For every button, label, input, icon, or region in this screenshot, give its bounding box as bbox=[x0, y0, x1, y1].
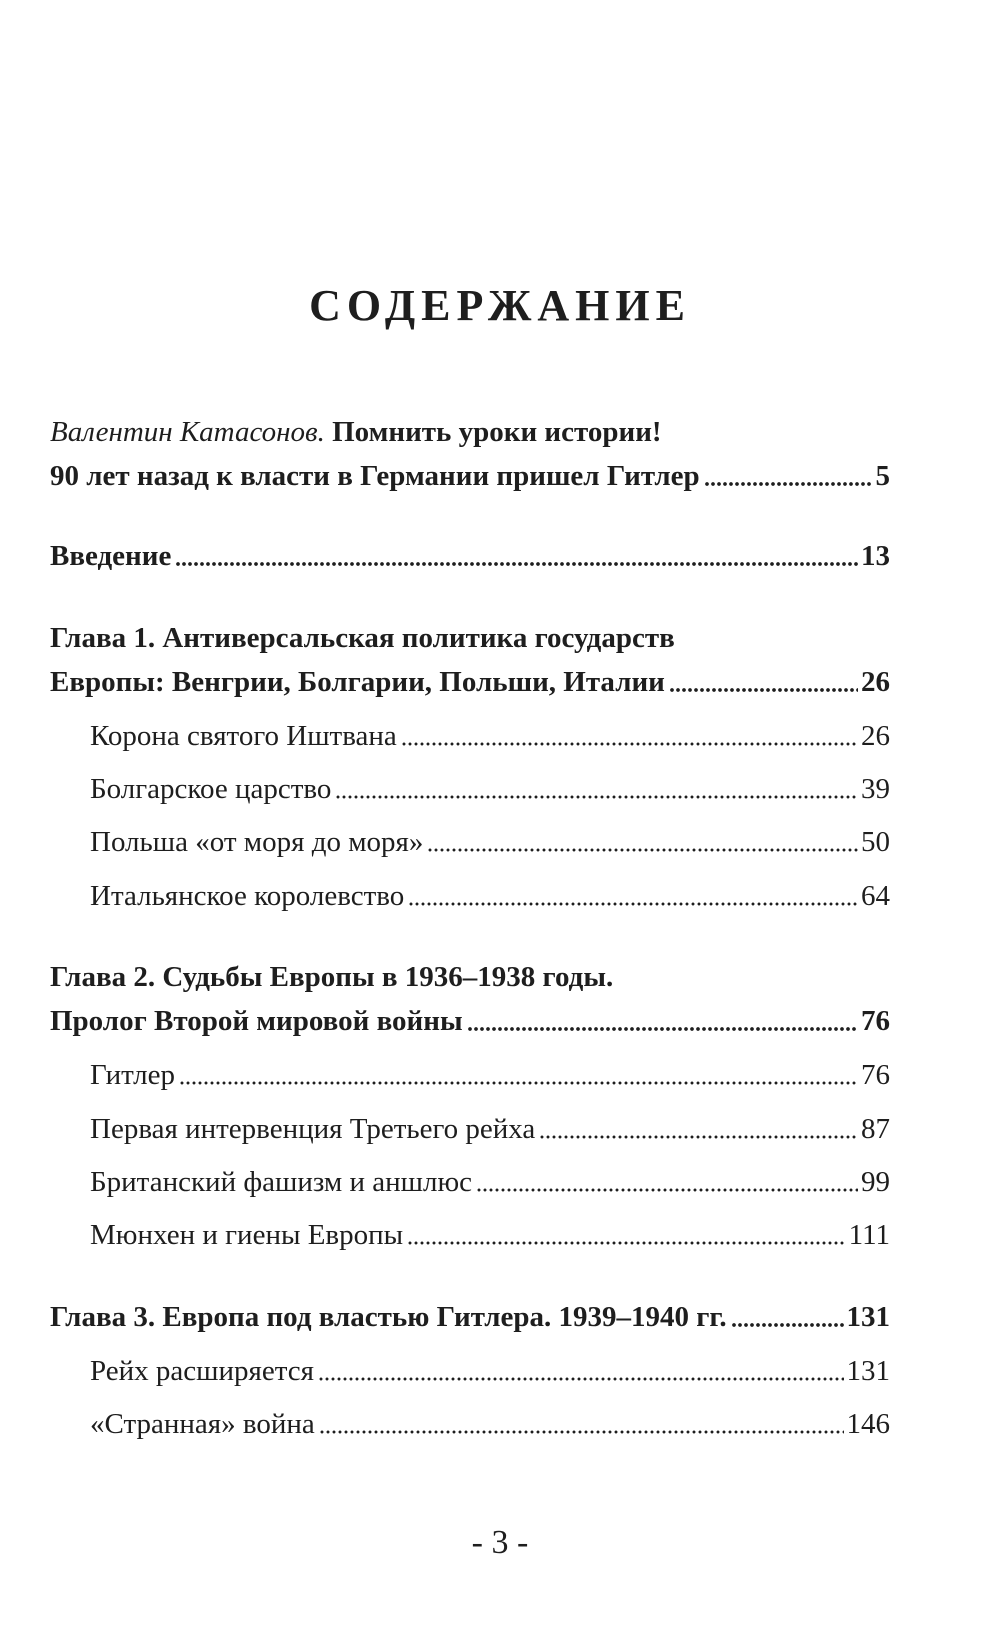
toc-entry-introduction bbox=[50, 536, 890, 576]
toc-entry-section bbox=[90, 1162, 890, 1202]
toc-entry-section bbox=[90, 1055, 890, 1095]
toc-entry-intro bbox=[50, 456, 890, 496]
toc-entry-section bbox=[90, 1351, 890, 1391]
chapter1-title-text2: Европы: Венгрии, Болгарии, Польши, Италии bbox=[50, 666, 665, 698]
toc-entry-section bbox=[90, 769, 890, 809]
chapter1-title-line1 bbox=[50, 618, 890, 658]
toc-entry-chapter2 bbox=[50, 1001, 890, 1041]
dot-leader bbox=[476, 1188, 858, 1192]
toc-entry-section bbox=[90, 876, 890, 916]
dot-leader bbox=[175, 562, 858, 566]
chapter2-title-text2: Пролог Второй мировой войны bbox=[50, 1005, 463, 1037]
chapter2-title-line1 bbox=[50, 957, 890, 997]
page-number: 5 bbox=[875, 460, 890, 492]
toc-entry-section bbox=[90, 1404, 890, 1444]
page-number: 87 bbox=[861, 1113, 890, 1145]
section-title: Рейх расширяется bbox=[90, 1355, 314, 1387]
section-title: «Странная» война bbox=[90, 1408, 315, 1440]
page-number: 146 bbox=[846, 1408, 890, 1440]
dot-leader bbox=[319, 1430, 844, 1434]
section-title: Мюнхен и гиены Европы bbox=[90, 1219, 404, 1251]
dot-leader bbox=[179, 1081, 858, 1085]
toc-entry-section bbox=[90, 716, 890, 756]
page-title: СОДЕРЖАНИЕ bbox=[309, 281, 691, 330]
dot-leader bbox=[467, 1027, 858, 1031]
chapter2-title-text1: Глава 2. Судьбы Европы в 1936–1938 годы. bbox=[50, 961, 614, 993]
dot-leader bbox=[335, 795, 858, 799]
intro-title-part1: Помнить уроки истории! bbox=[332, 416, 662, 448]
page-number: 26 bbox=[861, 720, 890, 752]
page-number: 26 bbox=[861, 666, 890, 698]
page-number: 64 bbox=[861, 880, 890, 912]
toc-entry-intro-line1 bbox=[50, 412, 890, 452]
page-number: 13 bbox=[861, 540, 890, 572]
section-title: Болгарское царство bbox=[90, 773, 332, 805]
dot-leader bbox=[669, 688, 858, 692]
intro-title-part2: 90 лет назад к власти в Германии пришел Гитлер bbox=[50, 460, 700, 492]
section-title: Британский фашизм и аншлюс bbox=[90, 1166, 472, 1198]
chapter1-title-text1: Глава 1. Антиверсальская политика государств bbox=[50, 622, 675, 654]
section-title: Корона святого Иштвана bbox=[90, 720, 397, 752]
introduction-title: Введение bbox=[50, 540, 172, 572]
page-number: 50 bbox=[861, 826, 890, 858]
dot-leader bbox=[539, 1135, 858, 1139]
dot-leader bbox=[408, 902, 858, 906]
dot-leader bbox=[731, 1323, 844, 1327]
intro-author: Валентин Катасонов. bbox=[50, 416, 325, 448]
page-footer-number: - 3 - bbox=[471, 1524, 529, 1561]
section-title: Польша «от моря до моря» bbox=[90, 826, 424, 858]
dot-leader bbox=[401, 742, 858, 746]
page-number: 76 bbox=[861, 1005, 890, 1037]
section-title: Итальянское королевство bbox=[90, 880, 405, 912]
page-number: 99 bbox=[861, 1166, 890, 1198]
toc-entry-chapter3 bbox=[50, 1297, 890, 1337]
section-title: Первая интервенция Третьего рейха bbox=[90, 1113, 536, 1145]
toc-entry-chapter1 bbox=[50, 662, 890, 702]
toc-entry-section bbox=[90, 1109, 890, 1149]
chapter3-title: Глава 3. Европа под властью Гитлера. 1939–1940 гг. bbox=[50, 1301, 727, 1333]
dot-leader bbox=[427, 848, 858, 852]
toc-entry-section bbox=[90, 822, 890, 862]
toc-entry-section bbox=[90, 1215, 890, 1255]
dot-leader bbox=[318, 1377, 844, 1381]
section-title: Гитлер bbox=[90, 1059, 175, 1091]
page-number: 111 bbox=[848, 1219, 890, 1251]
page-number: 131 bbox=[846, 1301, 890, 1333]
page-number: 39 bbox=[861, 773, 890, 805]
dot-leader bbox=[407, 1241, 846, 1245]
page-number: 131 bbox=[846, 1355, 890, 1387]
dot-leader bbox=[704, 482, 873, 486]
page-number: 76 bbox=[861, 1059, 890, 1091]
